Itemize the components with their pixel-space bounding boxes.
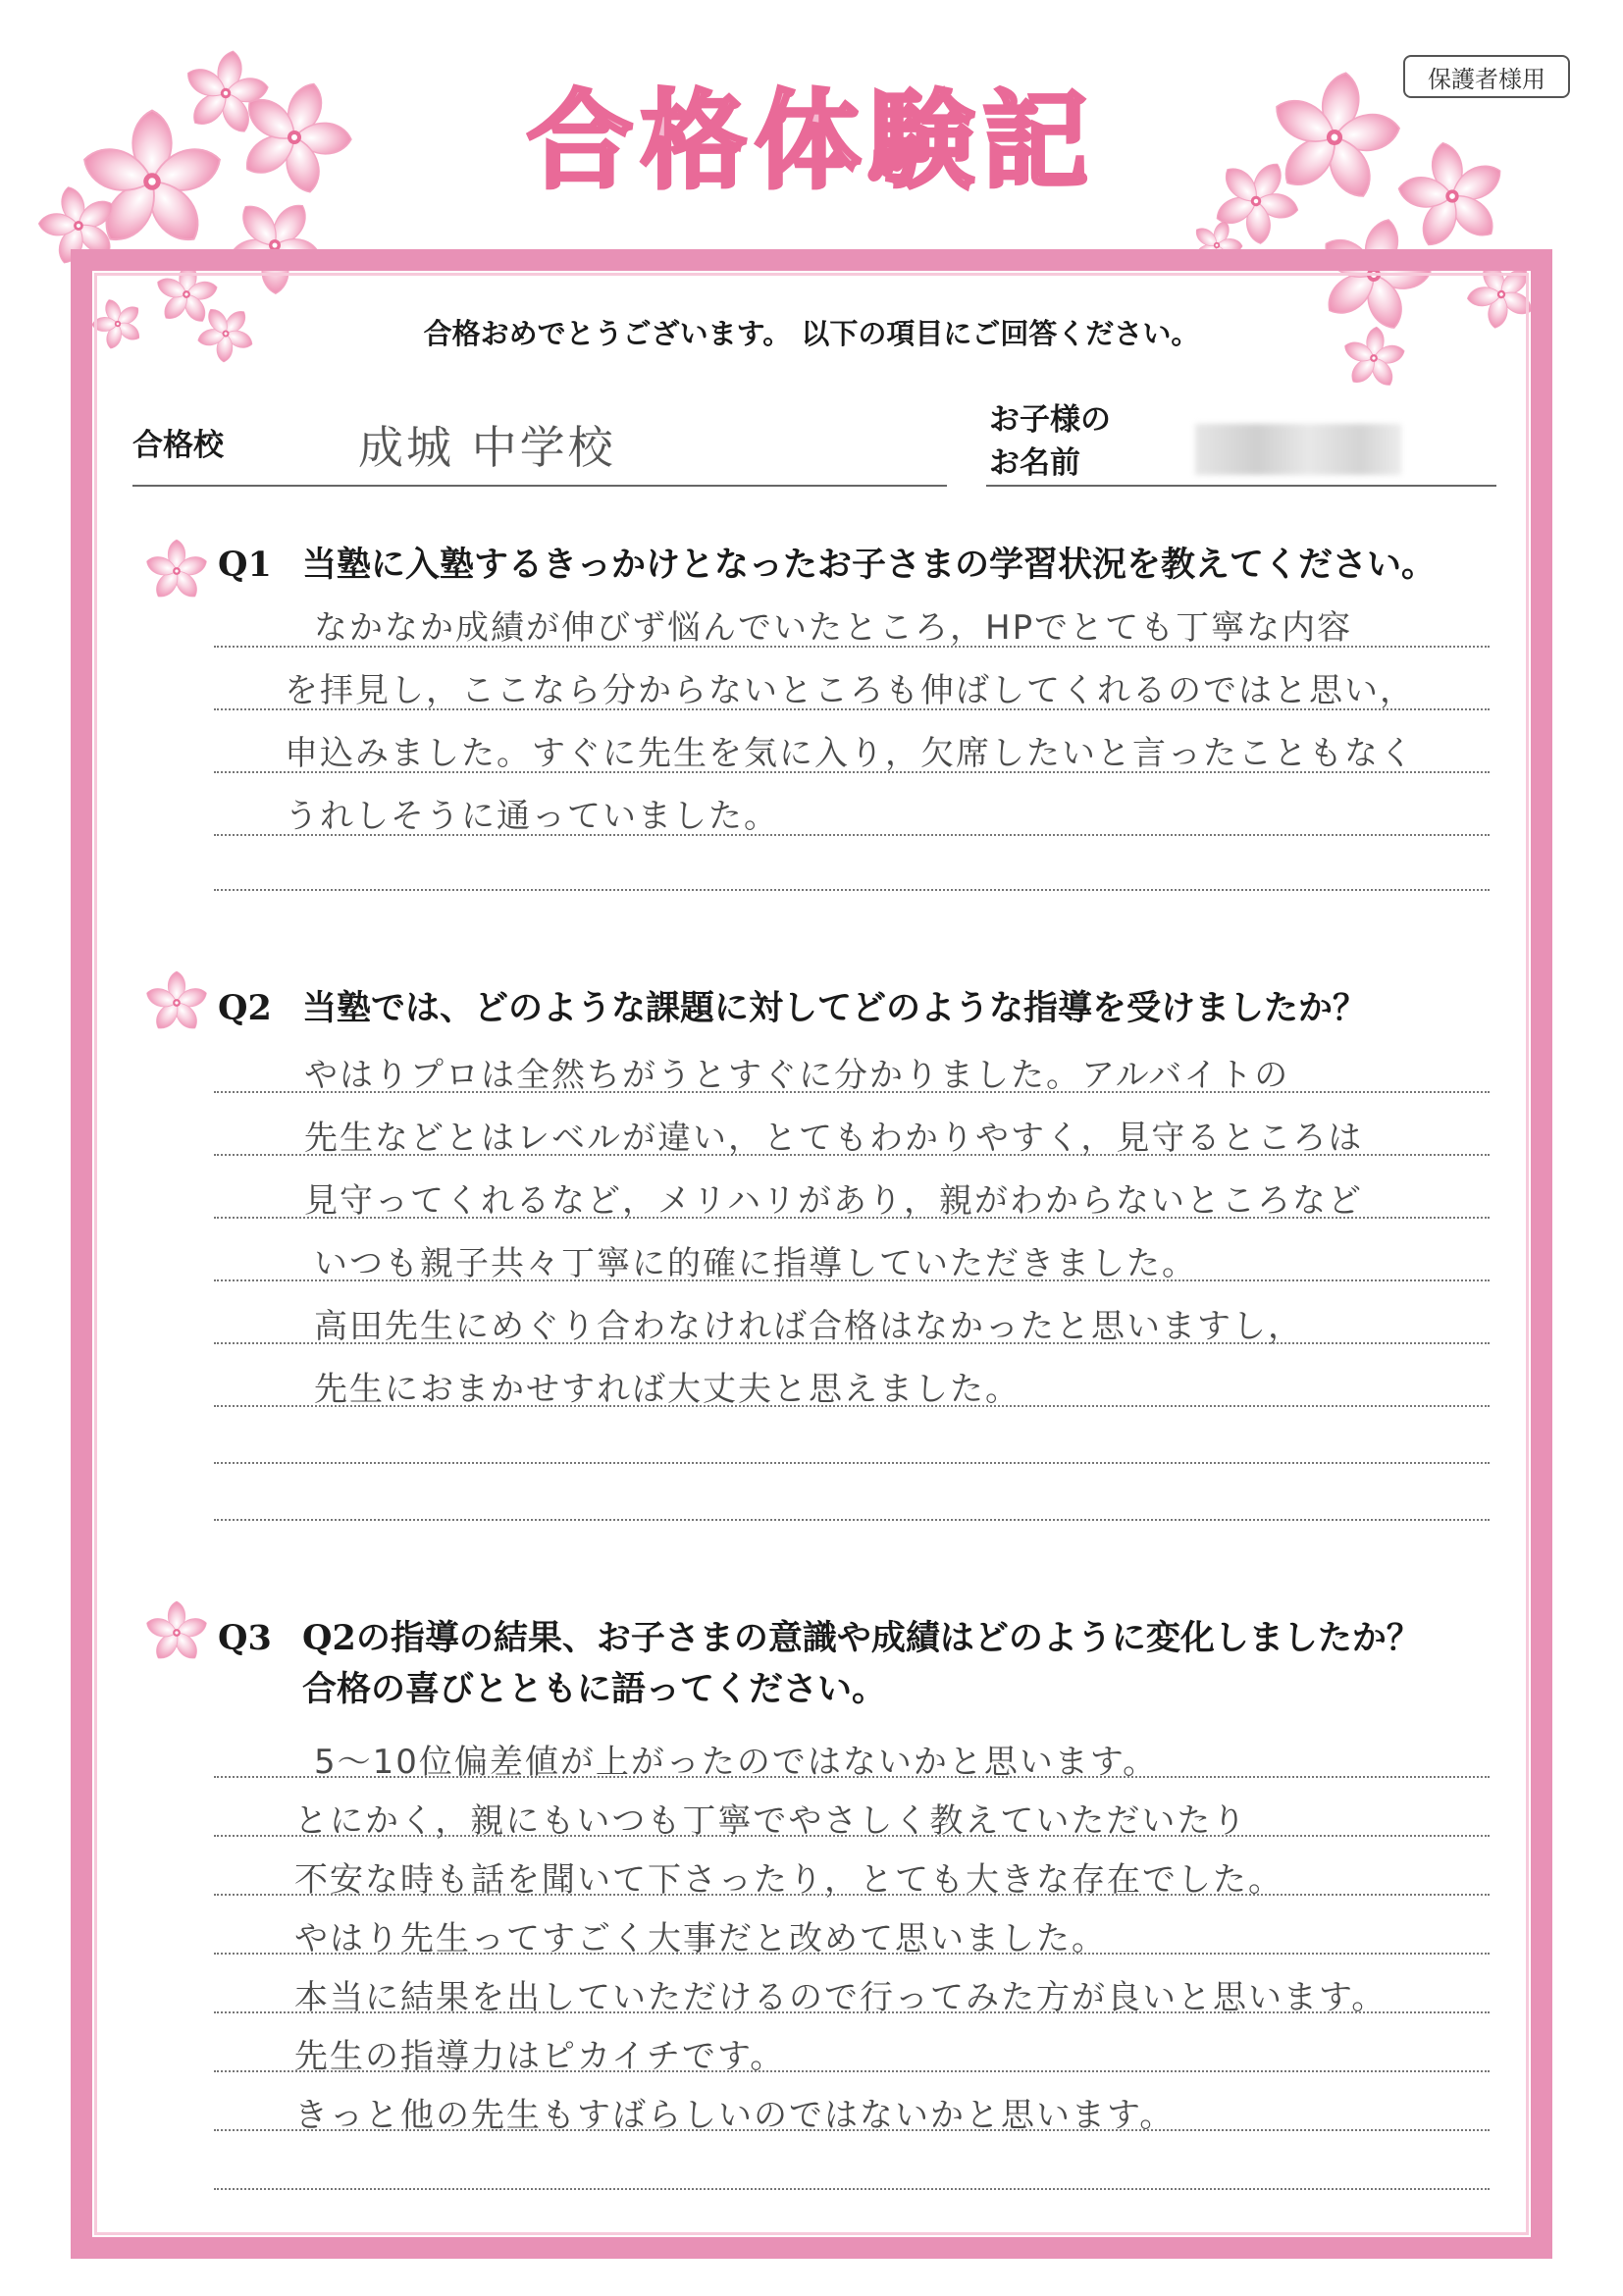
q3-number: Q3 <box>218 1618 272 1658</box>
q3-answer-line: 本当に結果を出していただけるので行ってみた方が良いと思います。 <box>294 1978 1387 2017</box>
flower-bullet-q1 <box>137 530 216 608</box>
flower-bullet-q3 <box>137 1592 216 1670</box>
q2-rule <box>214 1519 1490 1521</box>
q3-answer-line: 5～10位偏差値が上がったのではないかと思います。 <box>314 1743 1159 1782</box>
q3-text-line2: 合格の喜びとともに語ってください。 <box>302 1669 887 1709</box>
q2-answer-line: 先生におまかせすれば大丈夫と思えました。 <box>314 1370 1021 1409</box>
q2-answer-line: 先生などとはレベルが違い，とてもわかりやすく，見守るところは <box>304 1119 1364 1158</box>
page-title: 合格体験記 <box>526 80 1096 203</box>
q2-answer-line: 見守ってくれるなど，メリハリがあり，親がわからないところなど <box>304 1181 1363 1221</box>
intro-text: 合格おめでとうございます。 以下の項目にご回答ください。 <box>423 317 1200 350</box>
q1-answer-line: を拝見し，ここなら分からないところも伸ばしてくれるのではと思い， <box>285 671 1415 710</box>
q3-answer-line: やはり先生ってすごく大事だと改めて思いました。 <box>294 1919 1107 1958</box>
q3-answer-line: とにかく，親にもいつも丁寧でやさしく教えていただいたり <box>294 1801 1248 1841</box>
q2-answer-line: 高田先生にめぐり合わなければ合格はなかったと思いますし， <box>314 1307 1303 1346</box>
school-label: 合格校 <box>132 428 224 463</box>
q3-question <box>218 1611 1421 1660</box>
q2-question <box>218 981 1367 1030</box>
q3-answer-line: 先生の指導力はピカイチです。 <box>294 2037 786 2076</box>
q1-answer-line: うれしそうに通っていました。 <box>285 797 779 836</box>
q3-answer-line: 不安な時も話を聞いて下さったり，とても大きな存在でした。 <box>294 1860 1283 1900</box>
q3-answer-line: きっと他の先生もすばらしいのではないかと思います。 <box>294 2096 1176 2135</box>
school-underline <box>132 485 947 487</box>
guardian-badge: 保護者様用 <box>1403 55 1570 98</box>
school-value: 成城 中学校 <box>358 421 616 474</box>
flower-bullet-q2 <box>137 962 216 1040</box>
child-name-underline <box>986 485 1496 487</box>
q1-number: Q1 <box>218 545 272 585</box>
q1-answer-line: 申込みました。すぐに先生を気に入り，欠席したいと言ったこともなく <box>285 734 1415 773</box>
q2-text: 当塾では、どのような課題に対してどのような指導を受けましたか？ <box>302 988 1368 1028</box>
q3-rule <box>214 2188 1490 2190</box>
child-name-label-line2: お名前 <box>989 445 1080 481</box>
child-name-label-line1: お子様の <box>989 402 1111 438</box>
q2-rule <box>214 1462 1490 1464</box>
q1-text: 当塾に入塾するきっかけとなったお子さまの学習状況を教えてください。 <box>302 545 1437 585</box>
q2-answer-line: やはりプロは全然ちがうとすぐに分かりました。アルバイトの <box>304 1056 1290 1095</box>
q2-number: Q2 <box>218 988 272 1028</box>
q1-rule <box>214 889 1490 891</box>
child-name-redacted <box>1195 424 1401 475</box>
q1-question <box>218 538 1436 587</box>
q1-answer-line: なかなか成績が伸びず悩んでいたところ，HPでとても丁寧な内容 <box>314 608 1353 648</box>
q3-text-line1: Q2の指導の結果、お子さまの意識や成績はどのように変化しましたか？ <box>302 1618 1421 1658</box>
q2-answer-line: いつも親子共々丁寧に的確に指導していただきました。 <box>314 1244 1197 1283</box>
